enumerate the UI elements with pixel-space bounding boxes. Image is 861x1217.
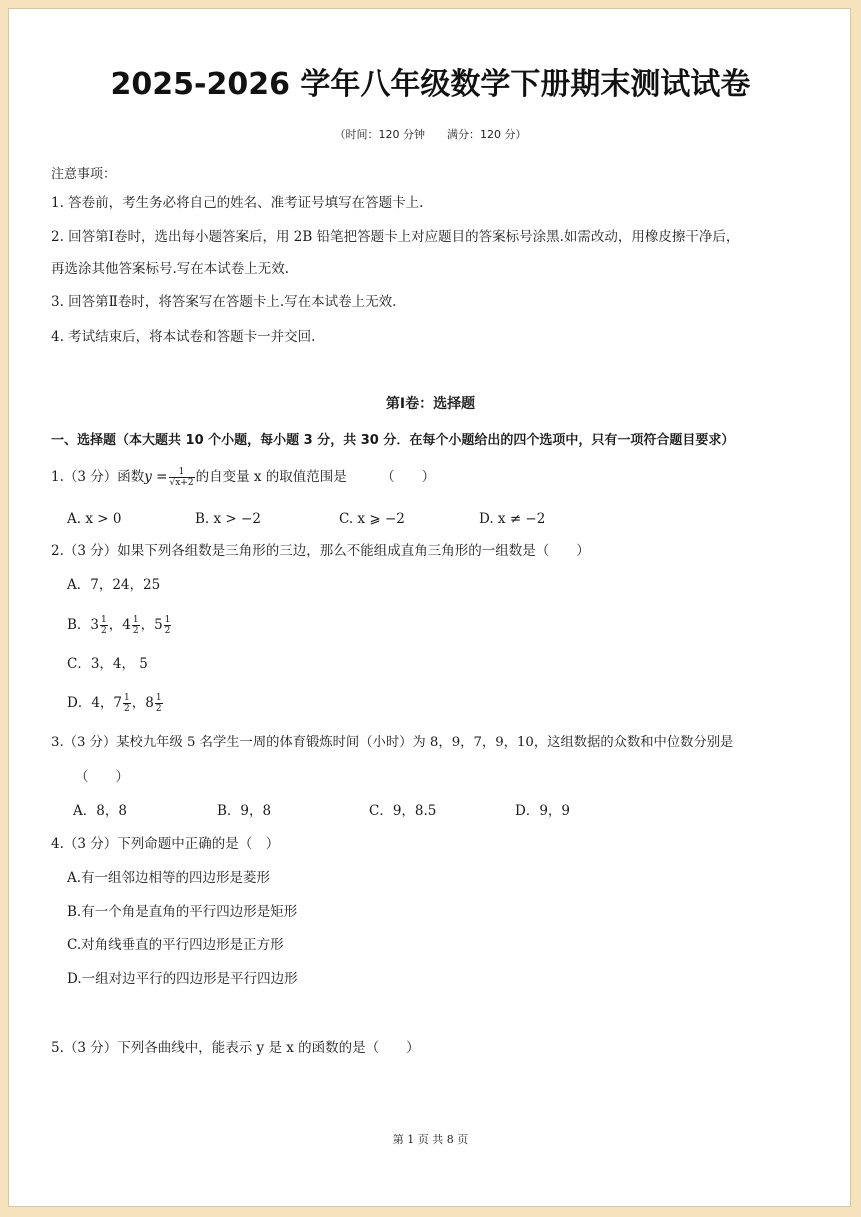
q2-option-d	[67, 693, 164, 714]
q1-frac-num: 1	[169, 467, 195, 478]
q4-option-d: D.一组对边平行的四边形是平行四边形	[67, 971, 298, 987]
q2b-frac-2	[132, 615, 140, 636]
page-footer: 第 1 页 共 8 页	[392, 1133, 469, 1146]
question-2: 2.（3 分）如果下列各组数是三角形的三边，那么不能组成直角三角形的一组数是（ ）	[51, 543, 590, 559]
q2b-frac-1	[100, 615, 108, 636]
question-3: 3.（3 分）某校九年级 5 名学生一周的体育锻炼时间（小时）为 8，9，7，9，10，这组数据的众数和中位数分别是	[51, 735, 734, 750]
frac-den: 2	[132, 626, 139, 636]
section-intro: 一、选择题（本大题共 10 个小题，每小题 3 分，共 30 分．在每个小题给出的四个选项中，只有一项符合题目要求）	[51, 433, 735, 448]
q1-option-b: B. x > −2	[195, 511, 261, 527]
notice-heading: 注意事项：	[51, 167, 117, 182]
frac-num: 1	[124, 693, 130, 703]
q1-answer-paren: （ ）	[381, 469, 436, 485]
notice-item-2-cont: 再选涂其他答案标号.写在本试卷上无效.	[51, 261, 290, 277]
exam-page	[8, 8, 851, 1207]
frac-num: 1	[155, 693, 162, 703]
q2-option-a: A．7，24，25	[67, 577, 161, 593]
q2b-whole-1: 3	[90, 617, 100, 633]
frac-num: 1	[132, 615, 139, 625]
exam-subtitle: （时间：120 分钟 满分：120 分）	[334, 128, 527, 141]
q4-option-b: B.有一个角是直角的平行四边形是矩形	[67, 904, 298, 920]
q4-option-a: A.有一组邻边相等的四边形是菱形	[67, 870, 271, 886]
q2b-whole-2: ，4	[108, 617, 131, 633]
q2d-label: D．4，7	[67, 695, 123, 711]
notice-item-4: 4. 考试结束后，将本试卷和答题卡一并交回.	[51, 329, 316, 345]
q1-y-eq: y =	[144, 469, 168, 485]
q2-option-b	[67, 615, 172, 636]
frac-den: 2	[155, 704, 162, 714]
q3-answer-paren: （ ）	[75, 769, 129, 785]
q2b-label: B．	[67, 617, 91, 633]
notice-item-1: 1. 答卷前，考生务必将自己的姓名、准考证号填写在答题卡上.	[51, 195, 424, 211]
q1-frac-den: √x+2	[169, 478, 194, 488]
notice-item-3: 3. 回答第Ⅱ卷时，将答案写在答题卡上.写在本试卷上无效.	[51, 294, 397, 310]
q1-suffix: 的自变量 x 的取值范围是	[195, 469, 347, 485]
question-4: 4.（3 分）下列命题中正确的是（ ）	[51, 836, 280, 852]
frac-den: 2	[101, 626, 107, 636]
notice-item-2: 2. 回答第Ⅰ卷时，选出每小题答案后，用 2B 铅笔把答题卡上对应题目的答案标号涂黑.如需改动，用橡皮擦干净后，	[51, 229, 740, 245]
q3-option-c: C．9，8.5	[369, 803, 437, 819]
q3-option-d: D．9，9	[515, 803, 571, 819]
frac-num: 1	[101, 615, 107, 625]
q2d-frac-2	[155, 693, 163, 714]
q3-option-a: A．8，8	[73, 803, 127, 819]
frac-den: 2	[164, 626, 171, 636]
q1-fraction	[169, 467, 195, 488]
section-title: 第Ⅰ卷：选择题	[385, 396, 476, 412]
q4-option-c: C.对角线垂直的平行四边形是正方形	[67, 937, 284, 953]
q2d-whole-3: ，8	[131, 695, 154, 711]
exam-title: 2025-2026 学年八年级数学下册期末测试试卷	[110, 67, 751, 102]
q1-option-d: D. x ≠ −2	[479, 511, 546, 527]
q2d-frac-1	[123, 693, 131, 714]
frac-num: 1	[164, 615, 171, 625]
q2b-frac-3	[164, 615, 172, 636]
question-5: 5.（3 分）下列各曲线中，能表示 y 是 x 的函数的是（ ）	[51, 1040, 420, 1056]
q3-option-b: B．9，8	[217, 803, 272, 819]
q1-option-a: A. x > 0	[67, 511, 122, 527]
question-1	[51, 467, 435, 488]
q2b-whole-3: ，5	[140, 617, 163, 633]
q1-prefix: 1.（3 分）函数	[51, 469, 145, 485]
frac-den: 2	[124, 704, 130, 714]
q1-option-c: C. x ⩾ −2	[339, 511, 405, 527]
q2-option-c: C．3，4， 5	[67, 656, 148, 672]
